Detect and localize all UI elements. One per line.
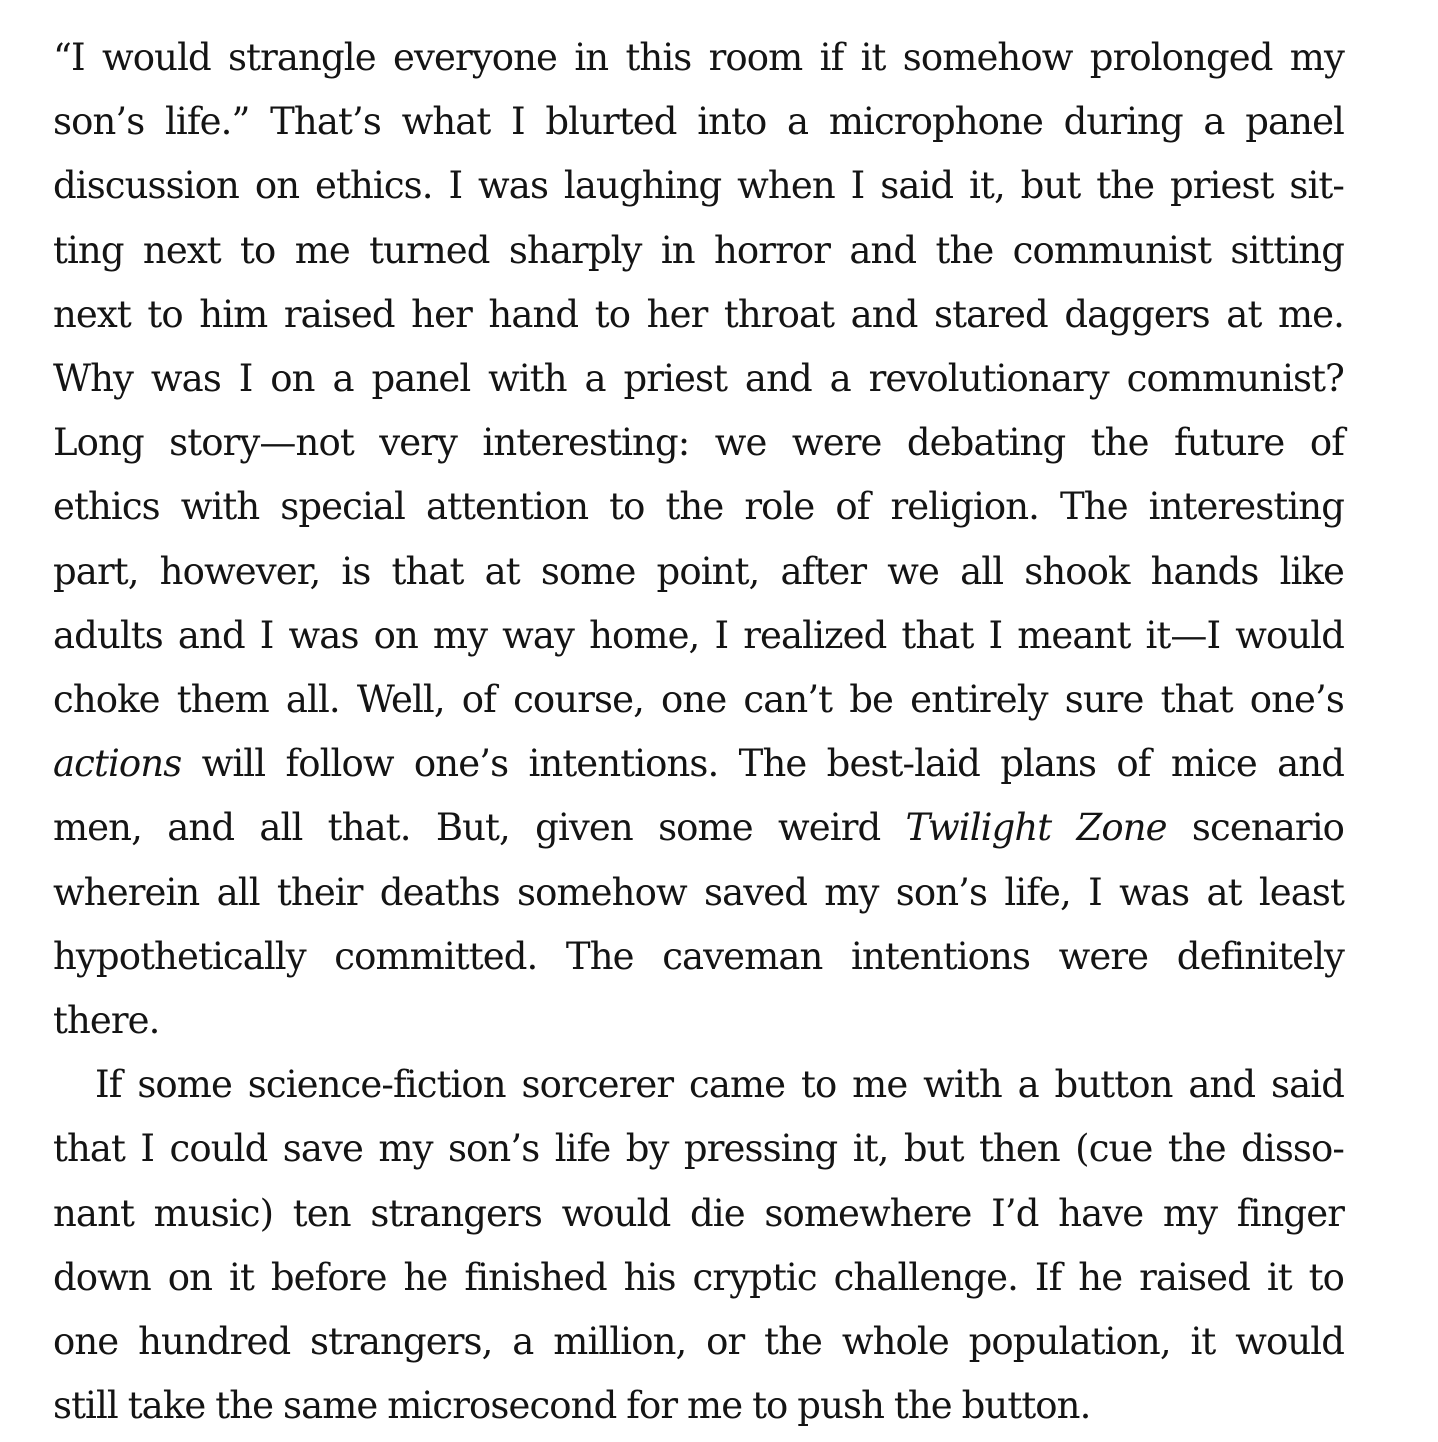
text-line xyxy=(53,668,1344,732)
text-run: Why was I on a panel with a priest and a revolutionary communist? xyxy=(53,357,1344,401)
text-run: wherein all their deaths somehow saved my son’s life, I was at least xyxy=(53,870,1344,914)
text-line xyxy=(53,1182,1344,1246)
text-line xyxy=(53,540,1344,604)
text-run: still take the same microsecond for me to push the button. xyxy=(53,1384,1091,1428)
text-line xyxy=(53,732,1344,796)
text-run: will follow one’s intentions. The best-laid plans of mice and xyxy=(181,742,1344,786)
text-line xyxy=(53,283,1344,347)
text-line xyxy=(53,1374,1344,1438)
text-line xyxy=(53,1053,1344,1117)
text-line xyxy=(53,411,1344,475)
text-run: men, and all that. But, given some weird xyxy=(53,806,906,850)
text-line xyxy=(53,796,1344,860)
body-text xyxy=(53,26,1344,1438)
text-run: hypothetically committed. The caveman intentions were definitely xyxy=(53,934,1344,978)
text-run: that I could save my son’s life by pressing it, but then (cue the disso- xyxy=(53,1127,1344,1171)
text-run: ethics with special attention to the role of religion. The interesting xyxy=(53,485,1344,529)
text-run: nant music) ten strangers would die somewhere I’d have my finger xyxy=(53,1191,1344,1235)
text-line xyxy=(53,989,1344,1053)
text-run: discussion on ethics. I was laughing when I said it, but the priest sit- xyxy=(53,164,1344,208)
text-line xyxy=(53,154,1344,218)
text-line xyxy=(53,1117,1344,1181)
text-run: part, however, is that at some point, after we all shook hands like xyxy=(53,549,1344,593)
text-line xyxy=(53,26,1344,90)
paragraph xyxy=(53,26,1344,1053)
text-line xyxy=(53,1310,1344,1374)
text-run: Long story—not very interesting: we were debating the future of xyxy=(53,421,1344,465)
text-line xyxy=(53,347,1344,411)
text-line xyxy=(53,219,1344,283)
text-run: “I would strangle everyone in this room if it somehow prolonged my xyxy=(53,36,1344,79)
text-run: one hundred strangers, a million, or the whole population, it would xyxy=(53,1320,1344,1364)
text-run: next to him raised her hand to her throat and stared daggers at me. xyxy=(53,292,1344,336)
text-run: son’s life.” That’s what I blurted into a microphone during a panel xyxy=(53,100,1344,144)
text-run: If some science-fiction sorcerer came to me with a button and said xyxy=(95,1063,1344,1107)
text-run: adults and I was on my way home, I realized that I meant it—I would xyxy=(53,613,1344,657)
text-run: down on it before he finished his cryptic challenge. If he raised it to xyxy=(53,1255,1344,1299)
text-line xyxy=(53,90,1344,154)
text-line xyxy=(53,604,1344,668)
text-run: choke them all. Well, of course, one can’t be entirely sure that one’s xyxy=(53,678,1344,722)
italic-text: Twilight Zone xyxy=(905,806,1167,850)
paragraph xyxy=(53,1053,1344,1438)
text-line xyxy=(53,925,1344,989)
text-run: ting next to me turned sharply in horror and the communist sitting xyxy=(53,228,1344,272)
text-line xyxy=(53,1246,1344,1310)
text-run: scenario xyxy=(1166,806,1345,850)
italic-text: actions xyxy=(53,742,182,786)
text-run: there. xyxy=(53,999,160,1043)
book-page xyxy=(53,26,1344,1438)
text-line xyxy=(53,861,1344,925)
text-line xyxy=(53,475,1344,539)
